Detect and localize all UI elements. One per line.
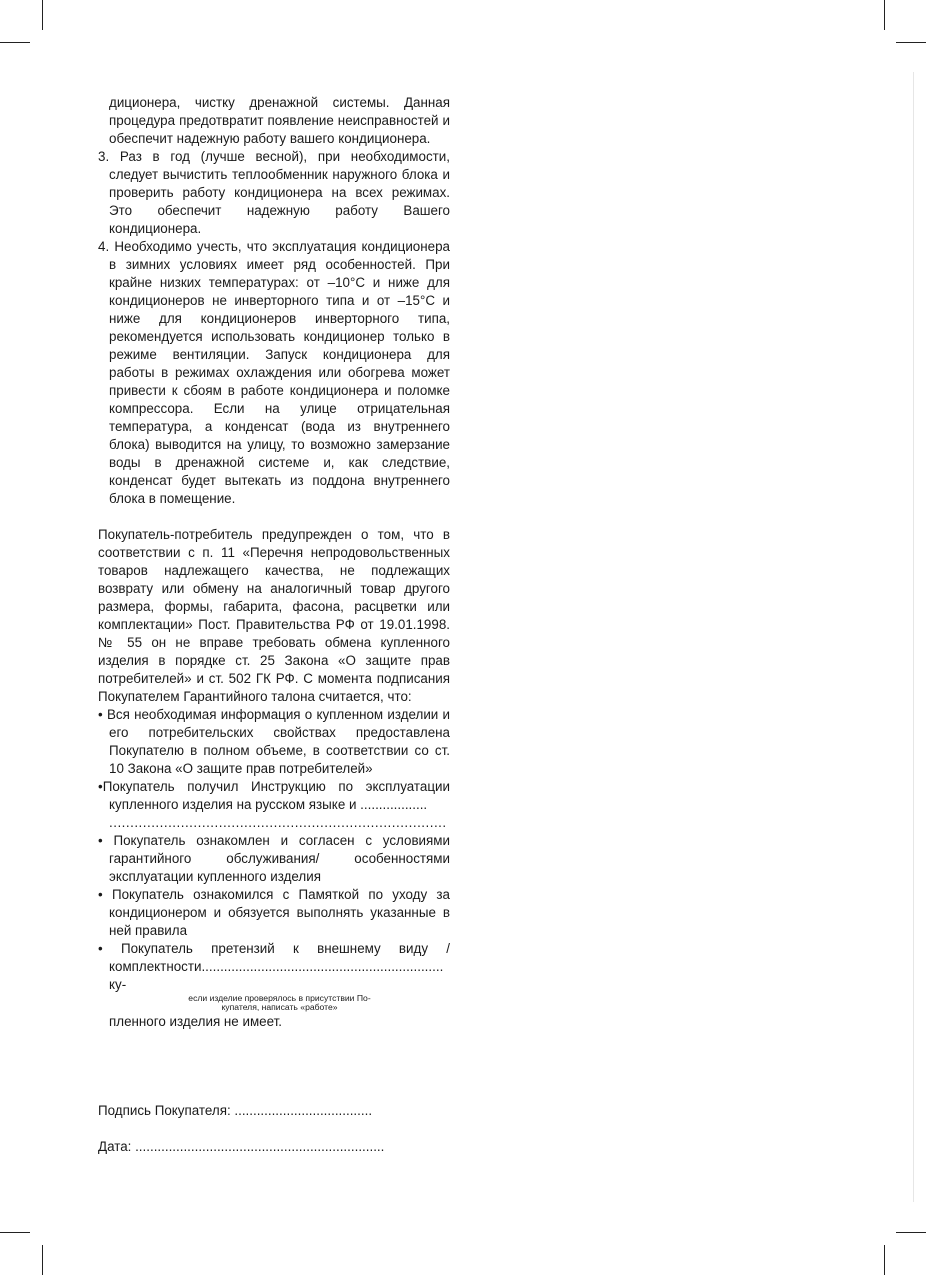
dotted-fill-line: ................................................................................ — [109, 815, 447, 830]
crop-mark-top-left-h — [0, 42, 30, 43]
continuation-paragraph: дициoнера, чистку дренажной системы. Данная процедура предотвратит появление неисправностей и обеспечит надежную работу вашего кондиционера. — [109, 95, 450, 146]
bullet-item — [98, 778, 450, 814]
date-field[interactable]: Дата: ................................................................... — [98, 1139, 385, 1154]
list-number: 3. — [98, 149, 110, 164]
bullet-icon: • — [98, 707, 103, 722]
bullet-text: Вся необходимая информация о купленном изделии и его потребительских свойствах предоставлена Покупателю в полном объеме, в соответствии со ст. 10 Закона «О защите прав потребителей» — [106, 707, 450, 776]
crop-mark-top-right-h — [896, 42, 926, 43]
last-line: пленного изделия не имеет. — [109, 1014, 282, 1029]
page-edge-line — [913, 72, 914, 1202]
bullet-text: Покупатель претензий к внешнему виду /комплектности................................................................. ку- — [109, 941, 450, 992]
bullet-item — [98, 832, 450, 886]
notice-paragraph: Покупатель-потребитель предупрежден о том, что в соответствии с п. 11 «Перечня непродовольственных товаров надлежащего качества, не подлежащих возврату или обмену на аналогичный товар другого размера, формы, габарита, фасона, расцветки или комплектации» Пост. Правительства РФ от 19.01.1998. № 55 он не вправе требовать обмена купленного изделия в порядке ст. 25 Закона «О защите прав потребителей» и ст. 502 ГК РФ. С момента подписания Покупателем Гарантийного талона считается, что: — [98, 527, 450, 704]
bullet-icon: • — [98, 887, 103, 902]
list-item-3 — [98, 148, 450, 238]
crop-mark-bottom-right-h — [896, 1232, 926, 1233]
bullet-icon: • — [98, 941, 103, 956]
footnote-line: если изделие проверялось в присутствии По- — [188, 993, 371, 1003]
list-item-text: Необходимо учесть, что эксплуатация кондиционера в зимних условиях имеет ряд особенностей. При крайне низких температурах: от –10°С и ниже для кондиционеров не инверторного типа и от –15°С и ниже для кондиционеров инверторного типа, рекомендуется использовать кондиционер только в режиме вентиляции. Запуск кондиционера для работы в режимах охлаждения или обогрева может привести к сбоям в работе кондиционера и поломке компрессора. Если на улице отрицательная температура, а конденсат (вода из внутреннего блока) выводится на улицу, то возможно замерзание воды в дренажной системе и, как следствие, конденсат будет вытекать из поддона внутреннего блока в помещение. — [109, 239, 450, 506]
crop-mark-bottom-left-h — [0, 1232, 30, 1233]
footnote — [98, 994, 450, 1012]
bullet-item — [98, 706, 450, 778]
bullet-text: Покупатель ознакомился с Памяткой по уходу за кондиционером и обязуется выполнять указанные в ней правила — [109, 887, 450, 938]
bullet-text: Покупатель ознакомлен и согласен с условиями гарантийного обслуживания/ особенностями эксплуатации купленного изделия — [109, 833, 450, 884]
footnote-line: купателя, написать «работе» — [221, 1002, 338, 1012]
bullet-item — [98, 940, 450, 994]
crop-mark-top-left — [42, 0, 43, 30]
bullet-item — [98, 886, 450, 940]
bullet-text: Покупатель получил Инструкцию по эксплуатации купленного изделия на русском языке и .................. — [102, 779, 450, 812]
bullet-icon: • — [98, 779, 103, 794]
crop-mark-bottom-right — [884, 1245, 885, 1275]
crop-mark-top-right — [884, 0, 885, 30]
bullet-icon: • — [98, 833, 103, 848]
crop-mark-bottom-left — [42, 1245, 43, 1275]
list-item-4 — [98, 238, 450, 508]
list-item-text: Раз в год (лучше весной), при необходимости, следует вычистить теплообменник наружного блока и проверить работу кондиционера на всех режимах. Это обеспечит надежную работу Вашего кондиционера. — [109, 149, 450, 236]
list-number: 4. — [98, 239, 110, 254]
text-column — [98, 94, 450, 1031]
signature-field[interactable]: Подпись Покупателя: ..................................... — [98, 1103, 373, 1118]
